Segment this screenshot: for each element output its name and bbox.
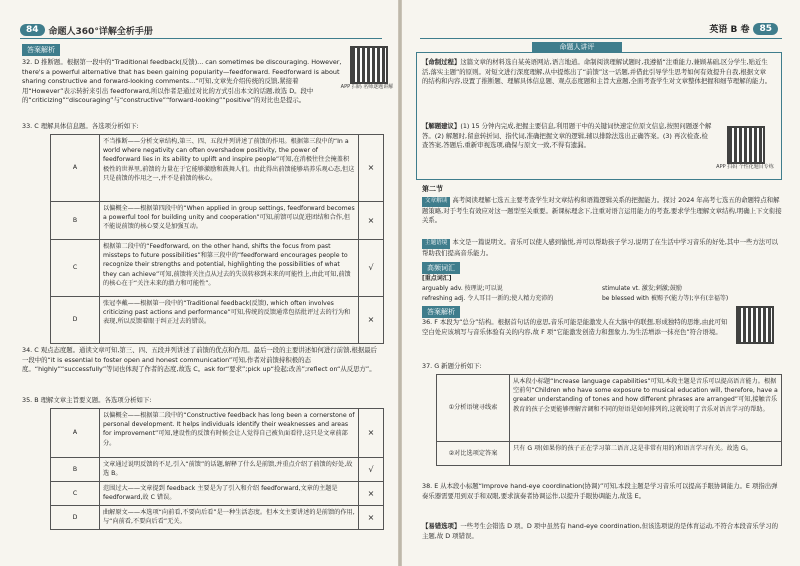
question-37-intro: 37. G 新题分析如下: — [422, 362, 482, 370]
option-label: C — [51, 240, 100, 297]
option-label: D — [51, 297, 100, 344]
step-analysis: 从本段小标题“Increase language capabilities”可知,本段主题是音乐可以提高语言能力。根据空前句“Children who have some exposure to musical education will, therefore, have a greater understanding of tones and how different phrases are arranged”可知,接触音乐教育的孩子会更能够理解音调和不同的短语是如何排列的,这就说明了音乐对语言学习的帮助。 — [513, 378, 778, 413]
table-row — [51, 297, 384, 344]
option-label: D — [51, 506, 100, 530]
question-33-options-table — [50, 134, 384, 344]
option-label: B — [51, 202, 100, 240]
table-row — [51, 409, 384, 458]
question-36-explanation: 36. F 本段为“总分”结构。根据首句话的意思,音乐可能是能激发人在大脑中的联想,形成独特的思维,由此可知空白处应该填写与音乐体验有关的内容,故 F 项“它能激发创造力和想象力,为生活增添一抹亮色”符合语境。 — [422, 318, 728, 336]
left-header — [20, 22, 153, 38]
step-analysis: 只有 G 项(如果你的孩子正在学习第二语言,这是非常有用的)和语言学习有关。故选 G。 — [513, 445, 752, 452]
table-row — [51, 458, 384, 482]
option-mark: × — [359, 202, 384, 240]
table-row — [51, 202, 384, 240]
topic-text: 本文是一篇说明文。音乐可以使人感到愉悦,并可以帮助孩子学习,说明了在生活中学习音乐的好处,其中一些方法可以帮助我们提高音乐能力。 — [422, 238, 779, 257]
topic-context — [422, 238, 782, 258]
question-34-explanation: 34. C 观点态度题。通读文章可知,第三、四、五段并列讲述了前馈的优点和作用。最后一段的主要讲述如何进行前馈,根据最后一段中的“it is essential to foster open and honest communication”可知,作者对前馈持积极的态度。“highly”“successfully”等词也体现了作者的态度,故选 C。ask for“要求”;pick up“捡起;改善”;reflect on“从反思方”。 — [22, 346, 378, 374]
right-page-number: 85 — [753, 23, 778, 35]
question-35-options-table — [50, 408, 384, 530]
option-analysis: 曲解原文——本选项“向前看,不要向后看”是一种生活态度。但本文主要讲述的是前馈的作用,与“向前看,不要向后看”无关。 — [103, 509, 355, 526]
question-33-intro: 33. C 理解具体信息题。各选项分析如下: — [22, 122, 139, 130]
qr-caption-2: APP 扫码 个性化题目专练 — [716, 164, 774, 170]
option-label: B — [51, 458, 100, 482]
answer-analysis-tag-2: 答案解析 — [422, 306, 460, 318]
vocab-item: refreshing adj. 令人耳目一新的;使人精力充沛的 — [422, 295, 554, 302]
trap-option-text: 一些考生会错选 D 项。D 项中虽然有 hand-eye coordination,但该选项说的是体育运动,不符合本段音乐学习的主题,故 D 项错误。 — [422, 522, 778, 540]
option-analysis: 根据第二段中的“Feedforward, on the other hand, shifts the focus from past missteps to future possibilities”和第三段中的“feedforward encourages people to recognize their strengths and potential, highlighting the possibilities of what they can achieve”可知,前馈将关注点从过去的失误转移到未来的可能性上,由此可知,前馈的核心在于“关注未来的潜力和可能性”。 — [103, 243, 351, 287]
option-analysis: 以偏概全——根据第二段中的“Constructive feedback has long been a cornerstone of personal development. It helps individuals identify their weaknesses and areas for improvement”可知,建设性的反馈有时候会让人觉得自己被负面看待,这只是文章前部分。 — [103, 412, 355, 447]
vocab-item: arguably adv. 按理说;可以说 — [422, 285, 503, 292]
left-header-rule — [20, 38, 382, 39]
table-row — [437, 442, 782, 466]
option-label: A — [51, 409, 100, 458]
option-label: C — [51, 482, 100, 506]
trap-option-label: 【易错选项】 — [422, 522, 461, 530]
option-analysis: 范围过大——文章提到 feedback 主要是为了引入和介绍 feedforward,文章的主题是 feedforward,故 C 错误。 — [103, 485, 338, 502]
option-analysis: 以偏概全——根据第四段中的“When applied in group settings, feedforward becomes a powerful tool for building unity and cooperation”可知,前馈可以促进团结和合作,但不能说前馈的核心要义是加强互动。 — [103, 205, 355, 231]
vocab-label: [重点词汇] — [422, 275, 452, 282]
answer-analysis-tag: 答案解析 — [22, 44, 60, 56]
option-label: A — [51, 135, 100, 202]
left-page-number: 84 — [20, 24, 45, 36]
option-mark: √ — [359, 240, 384, 297]
option-mark: √ — [359, 458, 384, 482]
design-process-label: 【命制过程】 — [422, 58, 461, 66]
question-32-explanation: 32. D 推断题。根据第一段中的“Traditional feedback(反馈)... can sometimes be discouraging. However, there's a powerful alternative that has been gaining popularity—feedforward. Feedforward is about sharing constructive and forward-looking comments...”可知,文章先介绍传统的反馈,紧接着用“However”表示转折来引出 feedforward,所以作者是通过对比的方式引出本文的话题,故选 D。段中的“criticizing”“discouraging”与“constructive”“forward-looking”“positive”的对比也是提示。 — [22, 58, 342, 105]
design-process — [422, 58, 772, 118]
right-header — [709, 22, 782, 35]
vocab-item: stimulate vt. 激发;刺激;鼓励 — [602, 285, 682, 292]
qr-code-icon — [736, 306, 774, 344]
right-page — [402, 0, 800, 566]
right-header-rule — [420, 38, 782, 39]
qr-caption: APP 扫码 名师逐题讲解 — [340, 84, 394, 90]
option-analysis: 张冠李戴——根据第一段中的“Traditional feedback(反馈), which often involves criticizing past actions and performance”可知,传统的反馈通常包括批评过去的行为和表现,所以反馈着眼于纠正过去的错误。 — [103, 300, 351, 326]
qr-code-icon — [350, 46, 388, 84]
trap-option-note — [422, 522, 782, 552]
option-mark: × — [359, 297, 384, 344]
question-37-analysis-table — [436, 374, 782, 466]
table-row — [437, 375, 782, 442]
table-row — [51, 135, 384, 202]
topic-tag: 主题语境 — [422, 239, 450, 249]
step-label: ①分析语境寻线索 — [437, 375, 510, 442]
solving-advice — [422, 122, 714, 176]
article-intro-text: 高考阅读理解七选五主要考查学生对文章结构和语篇逻辑关系的把握能力。探讨 2024 年高考七选五的命题特点和解题策略,对于考生有效应对这一题型至关重要。新课标理念下,注重对语言运用能力的考查,要求学生理解文章结构,明确上下文衔接关系。 — [422, 196, 782, 225]
solving-advice-text: (1) 15 分钟内完成,把握主要信息,利用题干中的关键词快速定位原文信息,按照问题逐个解答。(2) 解题时,留意转折词、指代词,准确把握文章的逻辑,辅以排除法选出正确答案。(3) 再次检查,检查答案,答题后,重新审视选项,确保与原文一致,不得有遗漏。 — [422, 122, 712, 150]
question-38-explanation: 38. E 从本段小标题“Improve hand-eye coordination(协调)”可知,本段主题是学习音乐可以提高手眼协调能力。E 项指出弹奏乐器需要用到双手和双眼,要求演奏者协调运作,以提升手眼协调能力,故选 E。 — [422, 482, 778, 500]
table-row — [51, 482, 384, 506]
vocab-tag: 高频词汇 — [422, 262, 460, 274]
option-mark: × — [359, 482, 384, 506]
design-process-text: 这篇文章的材料选自某英语网站,语言地道。命制阅读理解试题时,我遵循“注重能力,兼顾基础,区分学生,贴近生活,落实主题”的原则。对短文进行深度理解,从中提炼出了“前馈”这一话题,并借此引导学生思考如何有效提升自我,根据文章的结构和内容,设置了推断题、理解具体信息题、观点态度题和主旨大意题,全面考查学生对文章整体把握和细节理解的能力。 — [422, 58, 772, 86]
option-mark: × — [359, 135, 384, 202]
article-intro-tag: 文章解读 — [422, 197, 450, 207]
option-mark: × — [359, 409, 384, 458]
subject-title: 英语 B 卷 — [709, 25, 750, 35]
option-mark: × — [359, 506, 384, 530]
table-row — [51, 506, 384, 530]
qr-code-icon — [727, 126, 765, 164]
solving-advice-label: 【解题建议】 — [422, 122, 461, 130]
question-35-intro: 35. B 理解文章主旨要义题。各选项分析如下: — [22, 396, 152, 404]
left-page — [0, 0, 398, 566]
option-analysis: 文章通过说明反馈的不足,引入“前馈”的话题,解释了什么是前馈,并重点介绍了前馈的好处,故选 B。 — [103, 461, 353, 478]
commentary-tag: 命题人讲评 — [532, 42, 622, 53]
option-analysis: 不当推断——分析文章结构,第三、四、五段并列讲述了前馈的作用。根据第三段中的“In a world where negativity can often overshadow positivity, the power of feedforward lies in its ability to uplift and inspire people”可知,在消极往往会掩盖积极性的世界里,前馈的力量在于它能够激励和鼓舞人们。由此得出前馈能够培养乐观心态,但这只是前馈的作用之一,并不是前馈的核心。 — [103, 138, 355, 182]
table-row — [51, 240, 384, 297]
vocab-item: be blessed with 被赐予(能力等);享有(幸福等) — [602, 295, 729, 302]
step-label: ②对比选项定答案 — [437, 442, 510, 466]
section-two-heading: 第二节 — [422, 185, 443, 193]
section-two-intro — [422, 196, 782, 234]
book-title: 命题人360°详解全析手册 — [48, 26, 153, 37]
